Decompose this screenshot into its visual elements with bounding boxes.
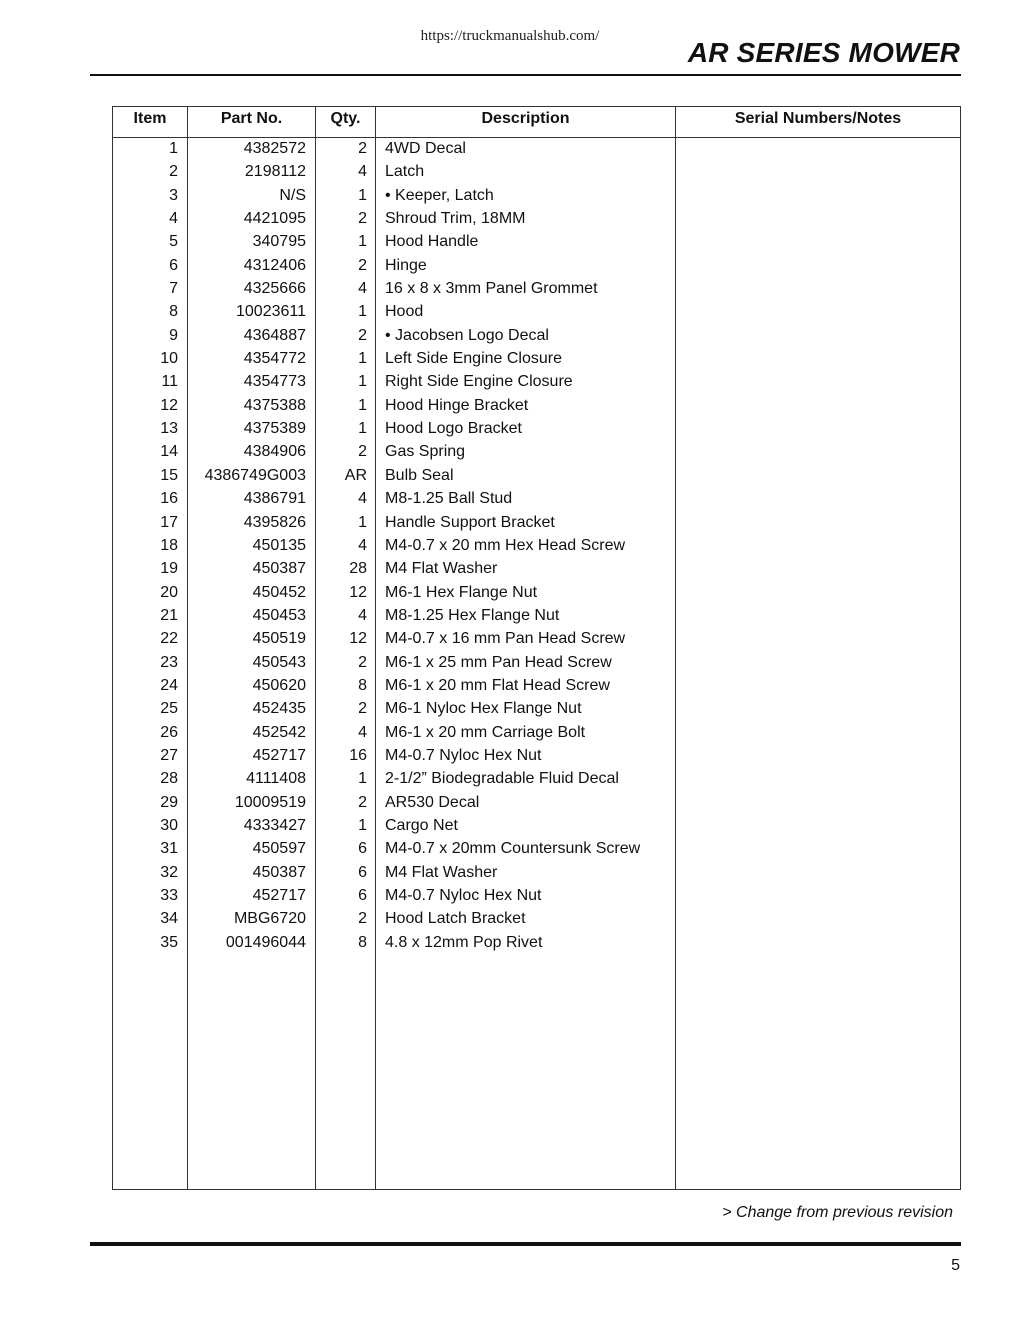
description: M4-0.7 x 20mm Countersunk Screw — [385, 840, 641, 858]
quantity: 2 — [358, 256, 367, 274]
item-number: 13 — [160, 420, 178, 438]
item-number: 15 — [160, 466, 178, 484]
table-row — [113, 628, 960, 651]
table-row — [113, 278, 960, 301]
table-body — [113, 138, 960, 955]
part-number: 4333427 — [243, 816, 306, 834]
part-number: N/S — [279, 186, 306, 204]
table-row — [113, 885, 960, 908]
description: Right Side Engine Closure — [385, 373, 573, 391]
quantity: 2 — [358, 210, 367, 228]
table-row — [113, 301, 960, 324]
item-number: 6 — [169, 256, 178, 274]
quantity: 2 — [358, 326, 367, 344]
part-number: 4395826 — [243, 513, 306, 531]
item-number: 7 — [169, 280, 178, 298]
table-row — [113, 745, 960, 768]
part-number: 450452 — [252, 583, 306, 601]
part-number: 4421095 — [243, 210, 306, 228]
table-row — [113, 582, 960, 605]
item-number: 32 — [160, 863, 178, 881]
part-number: 450597 — [252, 840, 306, 858]
description: • Jacobsen Logo Decal — [385, 326, 549, 344]
description: Hood Handle — [385, 233, 479, 251]
item-number: 4 — [169, 210, 178, 228]
item-number: 1 — [169, 140, 178, 157]
item-number: 26 — [160, 723, 178, 741]
part-number: 4382572 — [243, 140, 306, 157]
item-number: 31 — [160, 840, 178, 858]
table-row — [113, 138, 960, 161]
quantity: 2 — [358, 653, 367, 671]
table-row — [113, 792, 960, 815]
quantity: 6 — [358, 887, 367, 904]
part-number: 450453 — [252, 606, 306, 624]
description: M6-1 Nyloc Hex Flange Nut — [385, 700, 582, 718]
description: 4WD Decal — [385, 140, 466, 157]
quantity: 2 — [358, 443, 367, 461]
quantity: 2 — [358, 793, 367, 811]
part-number: 450620 — [252, 676, 306, 694]
part-number: 340795 — [252, 233, 306, 251]
quantity: 8 — [358, 676, 367, 694]
description: M4 Flat Washer — [385, 560, 498, 578]
quantity: 6 — [358, 840, 367, 858]
quantity: 1 — [358, 396, 367, 414]
description: Hood — [385, 303, 424, 321]
part-number: 452435 — [252, 700, 306, 718]
header-rule — [90, 74, 961, 76]
part-number: 4384906 — [243, 443, 306, 461]
quantity: 16 — [349, 746, 367, 764]
item-number: 29 — [160, 793, 178, 811]
description: M6-1 x 25 mm Pan Head Screw — [385, 653, 612, 671]
footer-rule — [90, 1242, 961, 1246]
quantity: 4 — [358, 536, 367, 554]
table-row — [113, 208, 960, 231]
item-number: 21 — [160, 606, 178, 624]
table-row — [113, 325, 960, 348]
table-row — [113, 512, 960, 535]
column-header-item: Item — [133, 110, 167, 127]
item-number: 24 — [160, 676, 178, 694]
item-number: 17 — [160, 513, 178, 531]
description: Latch — [385, 163, 425, 181]
quantity: 1 — [358, 186, 367, 204]
quantity: 28 — [349, 560, 367, 578]
table-row — [113, 185, 960, 208]
revision-note: > Change from previous revision — [722, 1204, 953, 1221]
part-number: 001496044 — [225, 933, 306, 951]
part-number: 4375388 — [243, 396, 306, 414]
description: Gas Spring — [385, 443, 466, 461]
quantity: 12 — [349, 583, 367, 601]
part-number: 4354772 — [243, 350, 306, 368]
table-row — [113, 231, 960, 254]
part-number: 4386791 — [243, 490, 306, 508]
quantity: 4 — [358, 606, 367, 624]
part-number: 2198112 — [244, 163, 306, 181]
quantity: AR — [344, 466, 367, 484]
quantity: 4 — [358, 163, 367, 181]
part-number: 452717 — [252, 746, 306, 764]
description: 16 x 8 x 3mm Panel Grommet — [385, 280, 598, 298]
table-row — [113, 652, 960, 675]
quantity: 8 — [358, 933, 367, 951]
item-number: 19 — [160, 560, 178, 578]
source-url[interactable]: https://truckmanualshub.com/ — [420, 28, 600, 44]
item-number: 20 — [160, 583, 178, 601]
table-row — [113, 838, 960, 861]
table-row — [113, 348, 960, 371]
table-row — [113, 558, 960, 581]
item-number: 23 — [160, 653, 178, 671]
item-number: 25 — [160, 700, 178, 718]
item-number: 34 — [160, 910, 178, 928]
description: Hood Latch Bracket — [385, 910, 526, 928]
quantity: 1 — [358, 303, 367, 321]
description: M8-1.25 Hex Flange Nut — [385, 606, 560, 624]
part-number: 10023611 — [236, 303, 306, 321]
table-row — [113, 675, 960, 698]
quantity: 1 — [358, 816, 367, 834]
part-number: 4354773 — [243, 373, 306, 391]
part-number: 450519 — [252, 630, 306, 648]
item-number: 11 — [161, 373, 178, 391]
item-number: 9 — [169, 326, 178, 344]
description: M4-0.7 x 20 mm Hex Head Screw — [385, 536, 626, 554]
item-number: 27 — [160, 746, 178, 764]
quantity: 4 — [358, 280, 367, 298]
table-row — [113, 371, 960, 394]
item-number: 28 — [160, 770, 178, 788]
description: M6-1 Hex Flange Nut — [385, 583, 538, 601]
part-number: 4386749G003 — [204, 466, 306, 484]
part-number: 4111408 — [246, 770, 306, 788]
description: Left Side Engine Closure — [385, 350, 562, 368]
description: Cargo Net — [385, 816, 458, 834]
description: Handle Support Bracket — [385, 513, 555, 531]
description: M4 Flat Washer — [385, 863, 498, 881]
table-row — [113, 698, 960, 721]
item-number: 18 — [160, 536, 178, 554]
table-row — [113, 255, 960, 278]
description: M8-1.25 Ball Stud — [385, 490, 513, 508]
table-row — [113, 768, 960, 791]
table-row — [113, 418, 960, 441]
column-header-part-no: Part No. — [220, 110, 283, 127]
quantity: 1 — [358, 350, 367, 368]
quantity: 2 — [358, 700, 367, 718]
item-number: 16 — [160, 490, 178, 508]
table-row — [113, 441, 960, 464]
quantity: 1 — [358, 233, 367, 251]
part-number: 452717 — [252, 887, 306, 904]
part-number: 4364887 — [243, 326, 306, 344]
part-number: 10009519 — [234, 793, 306, 811]
quantity: 4 — [358, 490, 367, 508]
quantity: 12 — [349, 630, 367, 648]
description: 4.8 x 12mm Pop Rivet — [385, 933, 543, 951]
item-number: 35 — [160, 933, 178, 951]
quantity: 1 — [358, 770, 367, 788]
table-row — [113, 932, 960, 955]
item-number: 33 — [160, 887, 178, 904]
table-row — [113, 862, 960, 885]
quantity: 2 — [358, 140, 367, 157]
page-number: 5 — [951, 1257, 960, 1274]
part-number: 450135 — [252, 536, 306, 554]
description: Shroud Trim, 18MM — [385, 210, 526, 228]
item-number: 8 — [169, 303, 178, 321]
column-header-notes: Serial Numbers/Notes — [734, 110, 902, 127]
table-row — [113, 488, 960, 511]
part-number: MBG6720 — [233, 910, 306, 928]
quantity: 4 — [358, 723, 367, 741]
item-number: 14 — [160, 443, 178, 461]
description: 2-1/2” Biodegradable Fluid Decal — [385, 770, 619, 788]
document-title: AR SERIES MOWER — [687, 37, 960, 68]
item-number: 5 — [169, 233, 178, 251]
column-header-description: Description — [481, 110, 570, 127]
table-row — [113, 161, 960, 184]
description: Hood Logo Bracket — [385, 420, 522, 438]
part-number: 450543 — [252, 653, 306, 671]
description: M4-0.7 Nyloc Hex Nut — [385, 746, 542, 764]
table-row — [113, 908, 960, 931]
description: • Keeper, Latch — [385, 186, 494, 204]
parts-table — [112, 106, 961, 1190]
item-number: 30 — [160, 816, 178, 834]
item-number: 12 — [160, 396, 178, 414]
part-number: 4312406 — [243, 256, 306, 274]
item-number: 22 — [160, 630, 178, 648]
quantity: 1 — [358, 420, 367, 438]
description: M4-0.7 x 16 mm Pan Head Screw — [385, 630, 626, 648]
item-number: 3 — [169, 186, 178, 204]
item-number: 10 — [160, 350, 178, 368]
quantity: 2 — [358, 910, 367, 928]
part-number: 4325666 — [243, 280, 306, 298]
part-number: 452542 — [252, 723, 306, 741]
description: Hood Hinge Bracket — [385, 396, 529, 414]
table-row — [113, 395, 960, 418]
part-number: 4375389 — [243, 420, 306, 438]
part-number: 450387 — [252, 560, 306, 578]
part-number: 450387 — [252, 863, 306, 881]
column-header-qty: Qty. — [330, 110, 361, 127]
table-row — [113, 535, 960, 558]
quantity: 6 — [358, 863, 367, 881]
description: AR530 Decal — [385, 793, 480, 811]
item-number: 2 — [169, 163, 178, 181]
description: M4-0.7 Nyloc Hex Nut — [385, 887, 542, 904]
table-row — [113, 815, 960, 838]
quantity: 1 — [358, 513, 367, 531]
table-row — [113, 605, 960, 628]
description: Hinge — [385, 256, 427, 274]
quantity: 1 — [358, 373, 367, 391]
table-row — [113, 465, 960, 488]
table-row — [113, 722, 960, 745]
description: M6-1 x 20 mm Carriage Bolt — [385, 723, 586, 741]
description: Bulb Seal — [385, 466, 454, 484]
description: M6-1 x 20 mm Flat Head Screw — [385, 676, 610, 694]
